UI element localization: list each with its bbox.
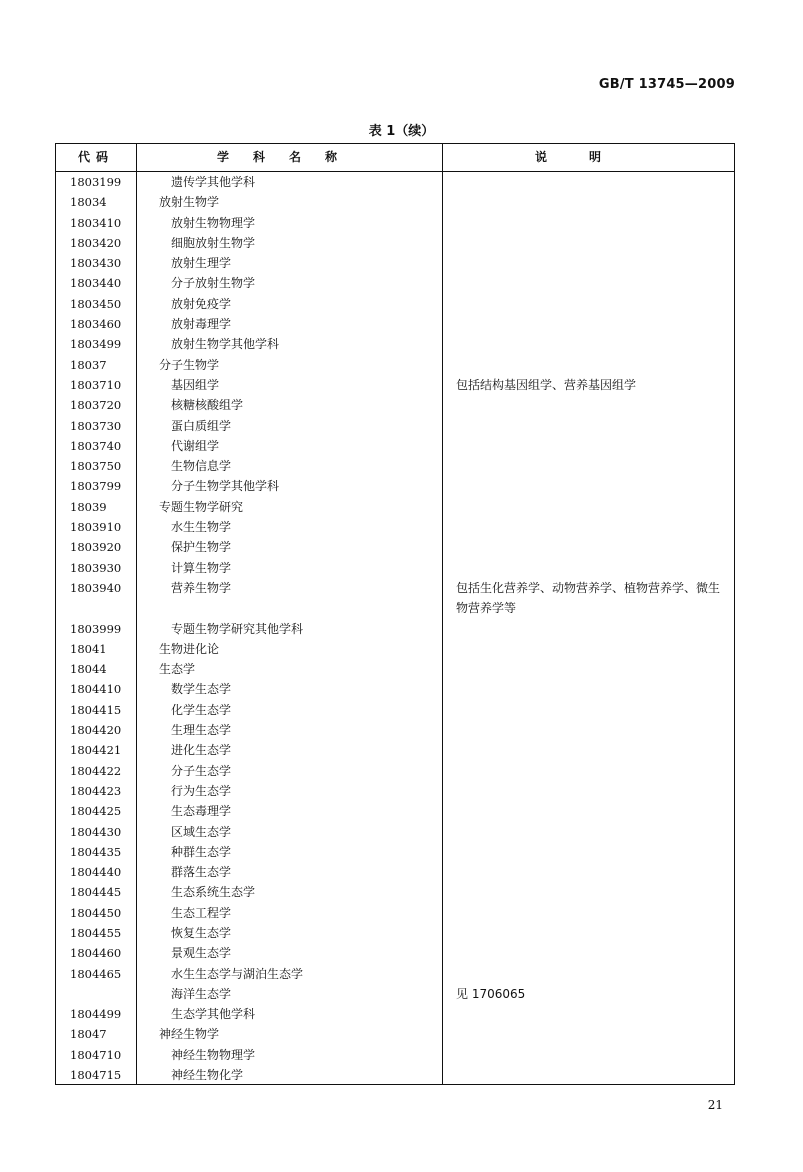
row-discipline-name: 水生生态学与湖泊生态学 [171,966,304,981]
row-code: 1803940 [70,580,122,595]
row-code: 1804421 [70,743,122,758]
table-row [56,334,734,354]
row-discipline-name: 生物进化论 [159,641,220,656]
table-row [56,923,734,943]
row-discipline-name: 生态学 [159,662,196,677]
row-code: 1804420 [70,723,122,738]
row-code: 1804435 [70,844,122,859]
table-row [56,659,734,679]
table-row [56,517,734,537]
table-row [56,253,734,273]
table-row [56,679,734,699]
table-row [56,416,734,436]
row-code: 1804415 [70,702,122,717]
row-discipline-name: 放射毒理学 [171,317,232,332]
row-code: 1804440 [70,865,122,880]
row-code: 1803920 [70,540,122,555]
table-row [56,213,734,233]
row-discipline-name: 分子放射生物学 [171,276,256,291]
row-code: 1803750 [70,459,122,474]
row-code: 18041 [70,641,107,656]
table-row [56,273,734,293]
row-code: 1803499 [70,337,122,352]
row-discipline-name: 分子生态学 [171,763,232,778]
table-row [56,456,734,476]
row-code: 18034 [70,195,107,210]
table-row [56,822,734,842]
table-row [56,801,734,821]
standard-number: GB/T 13745—2009 [598,77,735,92]
row-discipline-name: 进化生态学 [171,743,232,758]
row-discipline-name: 化学生态学 [171,702,232,717]
row-discipline-name: 计算生物学 [171,560,232,575]
table-row [56,1024,734,1044]
row-discipline-name: 生态系统生态学 [171,885,256,900]
row-note: 包括生化营养学、动物营养学、植物营养学、微生物营养学等 [456,580,721,616]
table-row [56,842,734,862]
table-body [56,172,734,1085]
table-row [56,578,734,619]
column-header-name: 学科名称 [216,150,361,164]
row-code: 1804425 [70,804,122,819]
row-code: 1803720 [70,398,122,413]
table-row [56,720,734,740]
row-code: 1804445 [70,885,122,900]
table-row [56,943,734,963]
row-discipline-name: 蛋白质组学 [171,418,232,433]
row-code: 1804450 [70,905,122,920]
row-discipline-name: 海洋生态学 [171,986,232,1001]
row-code: 1803999 [70,621,122,636]
discipline-table [55,143,735,1085]
table-row [56,294,734,314]
table-row [56,355,734,375]
row-discipline-name: 专题生物学研究其他学科 [171,621,304,636]
table-row [56,375,734,395]
table-row [56,476,734,496]
row-code: 1803450 [70,296,122,311]
column-header-code: 代码 [77,150,114,164]
table-row [56,192,734,212]
table-row [56,314,734,334]
table-row [56,172,734,192]
row-code: 1804715 [70,1068,122,1083]
row-discipline-name: 景观生态学 [171,946,232,961]
row-discipline-name: 行为生态学 [171,783,232,798]
row-discipline-name: 生物信息学 [171,459,232,474]
row-code: 1803710 [70,377,122,392]
row-discipline-name: 生态毒理学 [171,804,232,819]
row-code: 1803730 [70,418,122,433]
page-number: 21 [707,1098,723,1112]
table-row [56,537,734,557]
row-code: 18039 [70,499,107,514]
row-discipline-name: 放射生物学 [159,195,220,210]
row-code: 1803410 [70,215,122,230]
row-discipline-name: 遗传学其他学科 [171,175,256,189]
table-row [56,497,734,517]
row-discipline-name: 分子生物学 [159,357,220,372]
row-discipline-name: 保护生物学 [171,540,232,555]
table-row [56,740,734,760]
row-discipline-name: 分子生物学其他学科 [171,479,280,494]
row-code: 18047 [70,1027,107,1042]
table-row [56,761,734,781]
row-code: 1803460 [70,317,122,332]
row-code: 1804465 [70,966,122,981]
table-row [56,984,734,1004]
column-header-note: 说明 [534,150,643,164]
row-code: 1804710 [70,1047,122,1062]
row-code: 1803199 [70,175,122,189]
row-code: 1803430 [70,256,122,271]
row-code: 1803740 [70,438,122,453]
row-discipline-name: 数学生态学 [171,682,232,697]
table-row [56,903,734,923]
row-discipline-name: 区域生态学 [171,824,232,839]
row-discipline-name: 专题生物学研究 [159,499,244,514]
row-discipline-name: 神经生物化学 [171,1068,244,1083]
table-row [56,964,734,984]
row-discipline-name: 放射生物学其他学科 [171,337,280,352]
row-code: 1804499 [70,1007,122,1022]
table-row [56,1045,734,1065]
row-discipline-name: 神经生物物理学 [171,1047,256,1062]
row-discipline-name: 神经生物学 [159,1027,220,1042]
row-code: 1803930 [70,560,122,575]
table-row [56,882,734,902]
row-code: 1803440 [70,276,122,291]
row-discipline-name: 水生生物学 [171,520,232,535]
table-title: 表 1（续） [368,124,435,139]
row-note: 包括结构基因组学、营养基因组学 [456,377,637,392]
table-row [56,1004,734,1024]
row-code: 18044 [70,662,107,677]
table-row [56,700,734,720]
row-discipline-name: 恢复生态学 [171,925,232,940]
row-code: 1804423 [70,783,122,798]
table-row [56,233,734,253]
row-discipline-name: 生态学其他学科 [171,1007,256,1022]
row-discipline-name: 生理生态学 [171,723,232,738]
table-row [56,395,734,415]
row-code: 1804455 [70,925,122,940]
row-note: 见 1706065 [456,986,526,1001]
table-row [56,781,734,801]
row-code: 1803910 [70,520,122,535]
table-row [56,1065,734,1085]
row-discipline-name: 基因组学 [171,377,220,392]
row-code: 1803420 [70,235,122,250]
row-discipline-name: 生态工程学 [171,905,232,920]
row-code: 1804422 [70,763,122,778]
table-row [56,619,734,639]
row-discipline-name: 放射生理学 [171,256,232,271]
row-discipline-name: 群落生态学 [171,865,232,880]
row-discipline-name: 细胞放射生物学 [171,235,256,250]
row-discipline-name: 放射免疫学 [171,296,232,311]
table-row [56,639,734,659]
table-row [56,862,734,882]
row-discipline-name: 营养生物学 [171,580,232,595]
row-discipline-name: 种群生态学 [171,844,232,859]
row-discipline-name: 代谢组学 [171,438,220,453]
table-row [56,558,734,578]
row-discipline-name: 放射生物物理学 [171,215,256,230]
row-code: 1804430 [70,824,122,839]
row-code: 1804410 [70,682,122,697]
row-code: 1803799 [70,479,122,494]
row-code: 18037 [70,357,107,372]
row-discipline-name: 核糖核酸组学 [171,398,244,413]
row-code: 1804460 [70,946,122,961]
table-row [56,436,734,456]
